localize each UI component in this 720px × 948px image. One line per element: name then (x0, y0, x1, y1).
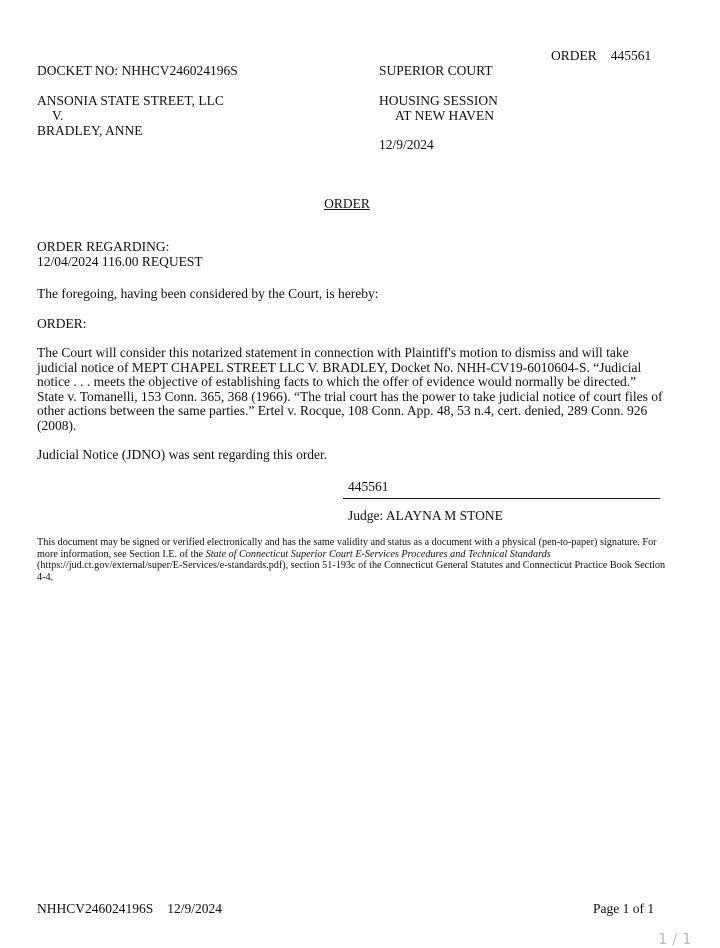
footer-docket-date (37, 901, 222, 917)
footer-page-number: Page 1 of 1 (593, 901, 655, 916)
viewer-page-indicator: 1 / 1 (658, 930, 692, 948)
regarding-request: 12/04/2024 116.00 REQUEST (37, 253, 203, 269)
disclaimer-standards-title: State of Connecticut Superior Court E-Services Procedures and Technical Standards (205, 548, 551, 560)
signature-line (343, 498, 660, 499)
judicial-notice-text: Judicial Notice (JDNO) was sent regarding this order. (37, 447, 328, 462)
session-line-1: HOUSING SESSION (379, 93, 498, 108)
versus-label: V. (52, 108, 64, 123)
session-line-2: AT NEW HAVEN (395, 108, 495, 123)
disclaimer-text-2: (https://jud.ct.gov/external/super/E-Services/e-standards.pdf), section 51-193c of the Connecticut General Statutes and Connecticut Practice Book Section 4-4. (37, 560, 666, 583)
regarding-label: ORDER REGARDING: (37, 239, 170, 254)
order-label-body: ORDER: (37, 316, 87, 331)
foregoing-statement: The foregoing, having been considered by the Court, is hereby: (37, 286, 379, 301)
order-label: ORDER (551, 48, 597, 63)
disclaimer-text-1: This document may be signed or verified electronically and has the same validity and status as a document with a physical (pen-to-paper) signature. For more information, see Section I.E. of the (37, 537, 657, 560)
plaintiff-name: ANSONIA STATE STREET, LLC (37, 93, 224, 108)
footer-docket: NHHCV246024196S (37, 901, 154, 916)
signature-number: 445561 (348, 479, 389, 494)
footer-date: 12/9/2024 (167, 901, 223, 916)
defendant-name: BRADLEY, ANNE (37, 123, 143, 138)
order-regarding (37, 240, 663, 269)
court-name: SUPERIOR COURT (379, 63, 493, 78)
judge-name: Judge: ALAYNA M STONE (348, 508, 503, 523)
e-signature-disclaimer (37, 537, 667, 583)
order-number-header (551, 48, 651, 64)
order-number: 445561 (610, 48, 652, 63)
order-date: 12/9/2024 (379, 137, 434, 152)
document-heading: ORDER (324, 196, 370, 211)
docket-number: DOCKET NO: NHHCV246024196S (37, 63, 238, 78)
order-body-text: The Court will consider this notarized statement in connection with Plaintiff's motion to dismiss and will take judicial notice of MEPT CHAPEL STREET LLC V. BRADLEY, Docket No. NHH-CV19-6010604-S. “Judicial notice . . . meets the objective of establishing facts to which the offer of evidence would normally be directed.” State v. Tomanelli, 153 Conn. 365, 368 (1966). “The trial court has the power to take judicial notice of court files of other actions between the same parties.” Ertel v. Rocque, 108 Conn. App. 48, 53 n.4, cert. denied, 289 Conn. 926 (2008). (37, 345, 663, 433)
